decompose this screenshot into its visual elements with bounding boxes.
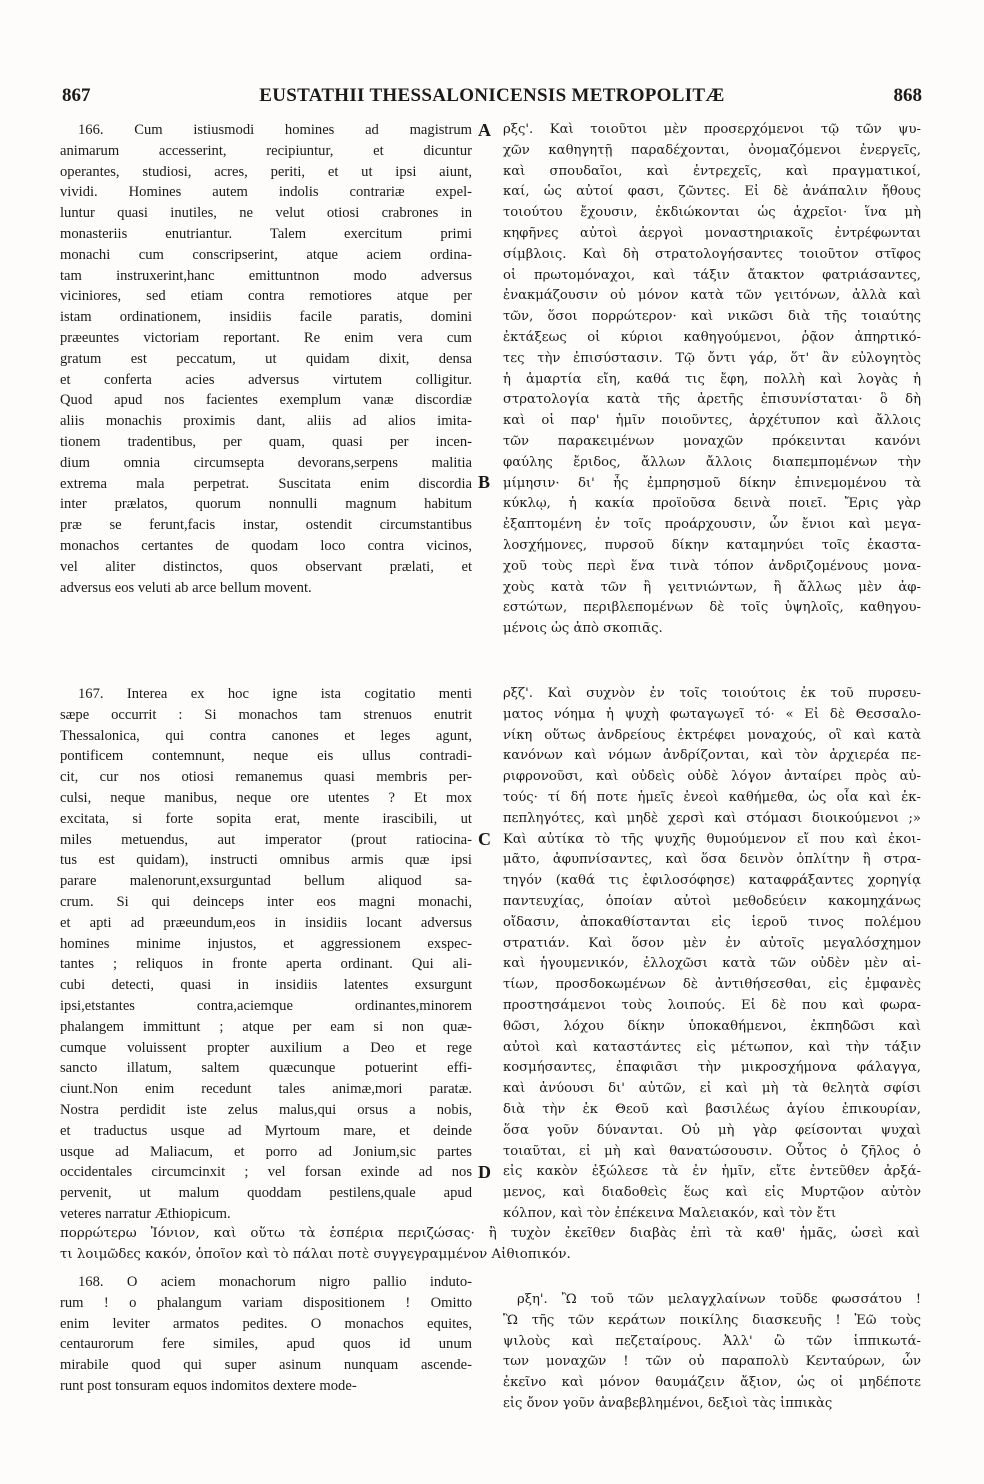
text-line: Ὢ τῆς τῶν κεράτων ποικίλης διασκευῆς ! Ἐῶ τοὺς: [503, 1312, 921, 1328]
text-line: Thessalonica, qui contra canones et leges agunt,: [60, 727, 472, 744]
text-line: sæpe occurrit : Si monachos tam strenuos enutrit: [60, 706, 472, 723]
text-line: ματος νόημα ἡ ψυχὴ φωταγωγεῖ τό· « Εἰ δὲ Θεσσαλο-: [503, 706, 921, 722]
text-line: homines minime injustos, et aggressionem exspec-: [60, 935, 472, 952]
greek-section-168: [503, 1290, 921, 1415]
text-line: istam ordinationem, insidiis facile paratis, domini: [60, 309, 472, 326]
text-line: gratum est peccatum, ut quidam dixit, densa: [60, 350, 472, 367]
text-line: ἐκεῖνο καὶ μόνον θαυμάζειν ἄξιον, ὡς οἱ μηδέποτε: [503, 1375, 921, 1391]
text-line: pervenit, ut malum quoddam pestilens,quale apud: [60, 1185, 472, 1202]
text-line: στρατιάν. Καὶ ὅσον μὲν ἐν αὐτοῖς μεγαλόσχημον: [503, 935, 921, 951]
latin-section-168: [60, 1272, 472, 1397]
text-line: rum ! o phalangum variam dispositionem ! Omitto: [60, 1294, 472, 1311]
text-line: τίων, προσδοκωμένων δὲ ἀντιθήσεσθαι, εἰς ἐμφανὲς: [503, 977, 921, 993]
text-line: excitata, si forte sopita erat, mente irascibili, ut: [60, 810, 472, 827]
text-line: κόλπον, καὶ τὸν ἐπέκεινα Μαλειακόν, καὶ τὸν ἔτι: [503, 1205, 837, 1221]
margin-marker-b: B: [478, 472, 491, 492]
text-line: veteres narratur Æthiopicum.: [60, 1205, 231, 1222]
margin-marker-a: A: [478, 120, 491, 140]
text-line: εἰς ὄνον γοῦν ἀναβεβλημένοι, δεξιοὶ τὰς ἱππικὰς: [503, 1395, 833, 1411]
text-line: λοσχήμονες, πυρσοῦ δίκην καταμηνύει τοῖς ἑκαστα-: [503, 537, 921, 553]
text-line: κοσμήσαντες, ἐπαφιᾶσι τὴν μικροσχήμονα φάλαγγα,: [503, 1060, 921, 1076]
text-line: μίμησιν· δι' ἧς ἐμπρησμοῦ δίκην ἐπινεμομένου τὰ: [503, 475, 921, 491]
text-line: dium omnia circumsepta devorans,serpens malitia: [60, 454, 472, 471]
text-line: animarum accesserint, recipiuntur, et dicuntur: [60, 142, 472, 159]
latin-section-167: [60, 684, 472, 1225]
text-line: πεπληγότες, καὶ μηδὲ χερσὶ καὶ στόμασι διοικούμενοι ;»: [503, 810, 921, 826]
text-line: mirabile quod qui super asinum nunquam ascende-: [60, 1357, 472, 1374]
text-line: parare malenorunt,exsurguntad bellum aliquod sa-: [60, 873, 472, 890]
text-line: τῶν παρακειμένων μοναχῶν πρόκεινται κανόνι: [503, 433, 921, 449]
text-line: χοὺς κατὰ τῶν ἢ γειτνιώντων, ἢ ἄλλως μὲν ἀφ-: [503, 579, 921, 595]
text-line: viciniores, sed etiam contra remotiores atque per: [60, 288, 472, 305]
text-line: luntur quasi inutiles, ne velut otiosi crabrones in: [60, 205, 472, 222]
greek-section-166: [503, 120, 921, 640]
text-line: aliis monachis proximis dant, aliis ad alios imita-: [60, 413, 472, 430]
text-line: et traductus usque ad Myrtoum mare, et deinde: [60, 1122, 472, 1139]
text-line: χοῦ τοὺς περὶ ἕνα τινὰ τόπον ἀνδριζομένους μονα-: [503, 558, 921, 574]
text-line: extrema mala perpetrat. Suscitata enim discordia: [60, 475, 472, 492]
text-line: τούς· τί δή ποτε ἡμεῖς ἐνεοὶ καθήμεθα, ὡς οἷα καὶ ἐκ-: [503, 789, 921, 805]
text-line: ἐνακμάζουσιν οὐ μόνον κατὰ τῶν γειτόνων, ἀλλὰ καὶ: [503, 288, 921, 304]
running-title: EUSTATHII THESSALONICENSIS METROPOLITÆ: [259, 85, 725, 106]
text-line: tus est quidam), instructi omnibus armis quæ ipsi: [60, 852, 472, 869]
text-line: τοιαῦται, εἰ μὴ καὶ θανατώσουσιν. Οὗτος ὁ ζῆλος ὁ: [503, 1143, 921, 1159]
text-line: tionem tradentibus, per quam, quasi per incen-: [60, 433, 472, 450]
text-line: centaurorum fere similes, apud quos id unum: [60, 1336, 472, 1353]
text-line: præeuntes victoriam reportant. Re enim vera cum: [60, 329, 472, 346]
text-line: ὅσα γοῦν δύνανται. Οὐ μὴ γὰρ φείσονται ψυχαὶ: [503, 1122, 921, 1138]
text-line: καὶ οἱ παρ' ἡμῖν ποιοῦντες, ἀρχέτυπον καὶ ἄλλοις: [503, 413, 921, 429]
text-line: τι λοιμῶδες κακόν, ὁποῖον καὶ τὸ πάλαι ποτὲ συγγεγραμμένον Αἰθιοπικόν.: [60, 1246, 571, 1262]
text-line: χῶν καθηγητῇ παραδέχονται, ὀνομαζόμενοι ἐνεργεῖς,: [503, 142, 921, 158]
text-line: præ se ferunt,facis instar, ostendit circumstantibus: [60, 517, 472, 534]
margin-marker-d: D: [478, 1162, 491, 1182]
text-line: usque ad Maliacum, et porro ad Jonium,sic partes: [60, 1143, 472, 1160]
text-line: οἴδασιν, ἀποκαθίστανται εἰς ἱεροῦ τινος πολέμου: [503, 914, 921, 930]
text-line: inter prælatos, quorum nonnulli magnum habitum: [60, 496, 472, 513]
text-line: μένοις ὡς ἀπὸ σκοπιᾶς.: [503, 621, 663, 637]
text-line: εστώτων, περιβλεπομένων δὲ τοῖς ὑψηλοῖς, καθηγου-: [503, 600, 921, 616]
text-line: καὶ ἀνύουσι δι' αὐτῶν, εἰ καὶ μὴ τὰ θελητὰ σφίσι: [503, 1081, 921, 1097]
text-line: ἐξαπτομένη ἐν τοῖς προάρχουσιν, ὧν ἔνιοι καὶ μεγα-: [503, 517, 921, 533]
text-line: monasteriis enutriantur. Talem exercitum primi: [60, 225, 472, 242]
text-line: καί, ὡς αὐτοί φασι, ζῶντες. Εἰ δὲ ἀνάπαλιν ἤθους: [503, 184, 921, 200]
text-line: vel aliter distinctos, quos observant prælati, et: [60, 558, 472, 575]
text-line: miles metuendus, aut imperator (prout ratiocina-: [60, 831, 472, 848]
text-line: πορρώτερω Ἰόνιον, καὶ οὕτω τὰ ἑσπέρια περιζώσας· ἢ τυχὸν ἐκεῖθεν διαβὰς ἐπὶ τὰ καθ' ἡμᾶς, ὡσεὶ καὶ: [60, 1226, 920, 1241]
text-line: Nostra perdidit iste zelus malus,qui orsus a nobis,: [60, 1101, 472, 1118]
text-line: τηγόν (καθά τις ἐφιλοσόφησε) καταφράξαντες χορηγίᾳ: [503, 873, 921, 889]
text-line: 167. Interea ex hoc igne ista cogitatio menti: [78, 686, 472, 702]
text-line: ρξζ'. Καὶ συχνὸν ἐν τοῖς τοιούτοις ἐκ τοῦ πυρσευ-: [503, 686, 921, 701]
text-line: ciunt.Non enim recedunt tales animæ,mori paratæ.: [60, 1081, 472, 1098]
text-line: καὶ ἡγουμενικόν, ἐλλοχῶσι κατὰ τῶν οὐδὲν μὲν αἰ-: [503, 956, 921, 972]
text-line: εἰς κακὸν ἐξώλεσε τὰ ἐν ἡμῖν, εἴτε ἐντεῦθεν ἀρξά-: [503, 1164, 921, 1180]
text-line: ψιλοὺς καὶ πεζεταίρους. Ἀλλ' ὢ τῶν ἱππικωτά-: [503, 1333, 921, 1349]
text-line: crum. Si qui deinceps inter eos magni monachi,: [60, 893, 472, 910]
text-line: παντευχίας, ὁποίαν αὐτοὶ μεθοδεύειν κακομηχάνως: [503, 893, 921, 909]
text-line: διὰ τὴν ἐκ Θεοῦ καὶ βασιλέως ἁγίου ἐπικουρίαν,: [503, 1101, 921, 1117]
text-line: σίμβλοις. Καὶ δὴ στρατολογήσαντες τοιοῦτον στῖφος: [503, 246, 921, 262]
greek-section-167: [503, 684, 921, 1225]
text-line: φαύλης ἔριδος, ἄλλων ἄλλοις διαπεμπομένων τὴν: [503, 454, 921, 470]
text-line: θῶσι, λόχου δίκην ὑποκαθήμενοι, ἐκπηδῶσι καὶ: [503, 1018, 921, 1034]
text-line: cubi detecti, quasi in insidiis latentes exsurgunt: [60, 977, 472, 994]
text-line: occidentales circumcinxit ; vel forsan exinde ad nos: [60, 1164, 472, 1181]
text-line: 166. Cum istiusmodi homines ad magistrum: [78, 122, 472, 138]
text-line: adversus eos veluti ab arce bellum movent.: [60, 579, 312, 596]
text-line: ριφρονοῦσι, καὶ οὐδεὶς οὐδὲ λόγον ἀνταίρει πρὸς αὐ-: [503, 769, 921, 785]
text-line: νίκη οὕτως ἀνδρείους ἐκτρέφει μοναχούς, οἳ καὶ κατὰ: [503, 727, 921, 743]
text-line: 168. O aciem monachorum nigro pallio induto-: [78, 1274, 472, 1290]
running-header: [62, 85, 922, 111]
text-line: μενος, καὶ διαδοθεὶς ἕως καὶ εἰς Μυρτῷον αὐτὸν: [503, 1185, 921, 1201]
text-line: Καὶ αὐτίκα τὸ τῆς ψυχῆς θυμούμενον εἴ που καὶ ἐκοι-: [503, 831, 921, 847]
latin-section-166: [60, 120, 472, 598]
text-line: τες τὴν ἐπισύστασιν. Τῷ ὄντι γάρ, ὅτ' ἂν εὐλογητὸς: [503, 350, 921, 366]
text-line: tantes ; reliquos in fronte aperta ordinant. Qui ali-: [60, 956, 472, 973]
text-line: Quod apud nos facientes exemplum vanæ discordiæ: [60, 392, 472, 409]
text-line: runt post tonsuram equos indomitos dextere mode-: [60, 1377, 357, 1394]
text-line: των μοναχῶν ! τῶν οὐ παραπολὺ Κενταύρων, ὧν: [503, 1354, 921, 1370]
text-line: cumque voluissent propter auxilium a Deo et rege: [60, 1039, 472, 1056]
text-line: κηφῆνες αὐτοὶ ἀεργοὶ μοναστηριακοῖς ἐντρέφωνται: [503, 225, 921, 241]
greek-continuation-full-width: [60, 1224, 920, 1266]
text-line: ipsi,etstantes contra,aciemque ordinantes,minorem: [60, 997, 472, 1014]
text-line: προστησάμενοι τοὺς λοιπούς. Εἰ δὲ που καὶ φωρα-: [503, 997, 921, 1013]
page-number-left: 867: [62, 85, 91, 106]
text-line: operantes, studiosi, acres, periti, et ut ipsi aiunt,: [60, 163, 472, 180]
text-line: κύκλῳ, ἡ κακία προϊοῦσα δεινὰ ποιεῖ. Ἔρις γὰρ: [503, 496, 921, 512]
text-line: monachos certantes de quodam loco contra vicinos,: [60, 537, 472, 554]
text-line: κανόνων καὶ νόμων ἀνδρίζονται, καὶ τὸν ἀρχιερέα πε-: [503, 748, 921, 764]
page-number-right: 868: [893, 85, 922, 106]
text-line: καὶ σπουδαῖοι, καὶ ἐντρεχεῖς, καὶ πραγματικοί,: [503, 163, 921, 179]
text-line: culsi, neque manibus, neque ore utentes ? Et mox: [60, 789, 472, 806]
text-line: sancto illatum, saltem quæcunque potuerint effi-: [60, 1060, 472, 1077]
text-line: et conferta acies adversus virtutem colligitur.: [60, 371, 472, 388]
text-line: τῶν, ὅσοι πορρώτερον· καὶ νικῶσι διὰ τῆς τοιαύτης: [503, 309, 921, 325]
text-line: μᾶτο, ἀφυπνίσαντες, καὶ ὅσα δεινὸν ὁπλίτην ἢ στρα-: [503, 852, 921, 868]
text-line: phalangem immittunt ; atque per eam si non quæ-: [60, 1018, 472, 1035]
text-line: monachi cum conscripserint, atque aciem ordina-: [60, 246, 472, 263]
text-line: ἡ ἁμαρτία εἴη, καθά τις ἔφη, πολλὴ καὶ λογὰς ἡ: [503, 371, 921, 387]
text-line: τοιούτου ἔχουσιν, ἐκδιώκονται ὡς ἀχρεῖοι· ἵνα μὴ: [503, 205, 921, 221]
text-line: enim leviter armatos pedites. O monachos equites,: [60, 1315, 472, 1332]
text-line: αὐτοὶ καὶ καταστάντες εἰς μέτωπον, καὶ τὴν τάξιν: [503, 1039, 921, 1055]
text-line: ρξς'. Καὶ τοιοῦτοι μὲν προσερχόμενοι τῷ τῶν ψυ-: [503, 122, 921, 137]
text-line: vividi. Homines autem indolis contrariæ expel-: [60, 184, 472, 201]
text-line: οἱ πρωτομόναχοι, καὶ τάξιν ἄτακτον φατριάσαντες,: [503, 267, 921, 283]
text-line: ρξη'. Ὢ τοῦ τῶν μελαγχλαίνων τοῦδε φωσσάτου !: [517, 1292, 921, 1307]
text-line: ἐκτάξεως οἱ κύριοι καθηγούμενοι, ῥᾷον ἀπηρτικό-: [503, 329, 921, 345]
text-line: tam instruxerint,hanc emittuntnon modo adversus: [60, 267, 472, 284]
text-line: στρατολογία κατὰ τῆς ἀρετῆς ἐπισυνίσταται· ὃ δὴ: [503, 392, 921, 408]
margin-marker-c: C: [478, 829, 491, 849]
text-line: et apti ad præeundum,eos in insidiis locant adversus: [60, 914, 472, 931]
text-line: pontificem contemnunt, neque eis ullus contradi-: [60, 748, 472, 765]
text-line: cit, cur nos otiosi remanemus quasi membris per-: [60, 769, 472, 786]
